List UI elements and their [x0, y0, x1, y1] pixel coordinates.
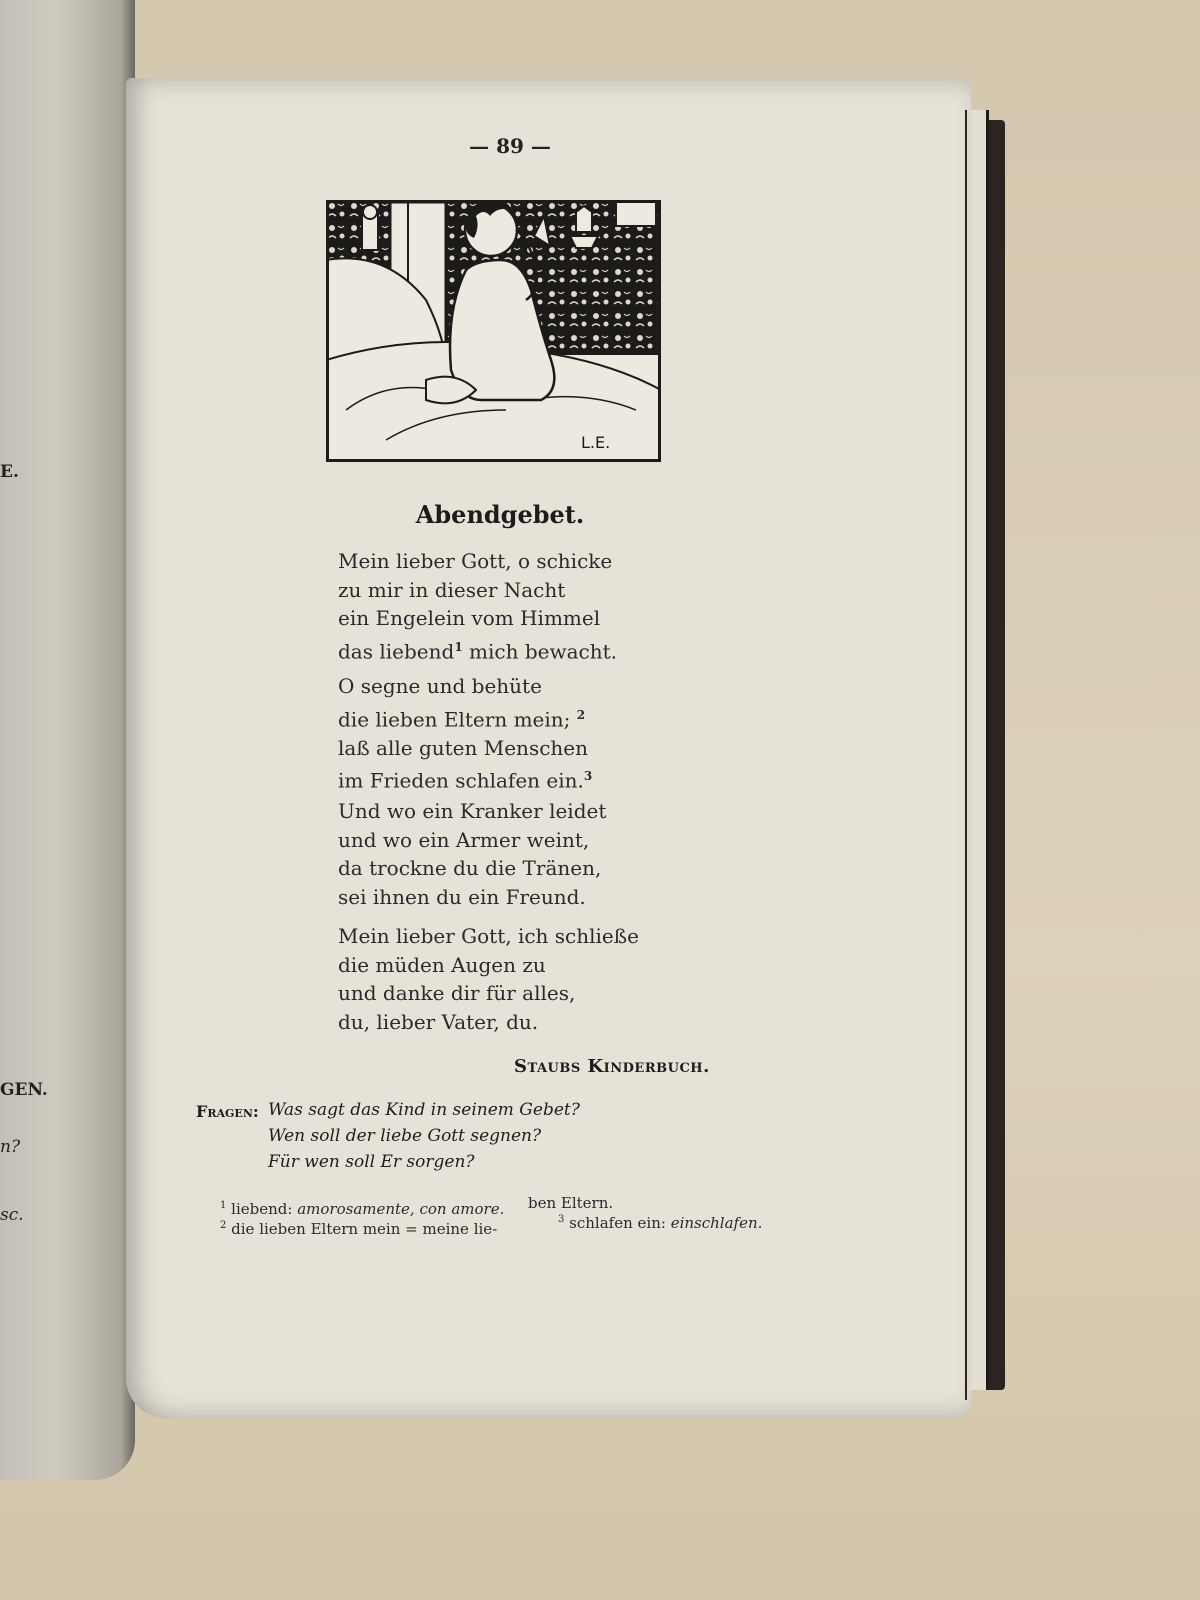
poem-line: ein Engelein vom Himmel	[338, 606, 601, 630]
footnote-mark: 1	[454, 639, 463, 654]
footnote-text: die lieben Eltern mein = meine lie-	[231, 1220, 498, 1238]
poem-line	[338, 701, 592, 734]
footnote-number: 2	[220, 1220, 227, 1231]
stanza-3	[338, 797, 606, 911]
left-page	[0, 0, 135, 1480]
left-page-fragment: E.	[0, 462, 19, 482]
poem-line: Mein lieber Gott, o schicke	[338, 549, 613, 573]
poem-line: Und wo ein Kranker leidet	[338, 799, 607, 823]
stanza-1	[338, 547, 617, 666]
left-page-fragment: sc.	[0, 1205, 24, 1225]
poem-line-part: das liebend	[338, 639, 455, 664]
question-item: Wen soll der liebe Gott segnen?	[268, 1126, 542, 1146]
left-page-fragment: n?	[0, 1137, 21, 1157]
footnote-2-continued: ben Eltern.	[528, 1194, 614, 1212]
question-item: Was sagt das Kind in seinem Gebet?	[268, 1100, 580, 1120]
footnote-term: liebend:	[231, 1200, 293, 1218]
poem-line: die müden Augen zu	[338, 952, 546, 977]
footnote-term: schlafen ein:	[569, 1214, 666, 1232]
left-page-fragment: GEN.	[0, 1080, 48, 1100]
footnote-mark: 3	[583, 769, 593, 784]
poem-line: laß alle guten Menschen	[338, 735, 588, 760]
footnote-translation: einschlafen.	[670, 1214, 763, 1232]
question-item: Für wen soll Er sorgen?	[268, 1152, 475, 1172]
stanza-2	[338, 672, 592, 795]
praying-child-illustration	[326, 200, 661, 462]
poem-line: und danke dir für alles,	[338, 981, 576, 1005]
poem-line-part: mich bewacht.	[469, 639, 617, 664]
footnote-number: 1	[220, 1200, 227, 1211]
poem-line: zu mir in dieser Nacht	[338, 577, 566, 602]
stanza-4	[338, 922, 639, 1036]
questions-label: Fragen:	[196, 1102, 259, 1121]
poem-line: sei ihnen du ein Freund.	[338, 884, 586, 909]
poem-line: du, lieber Vater, du.	[338, 1009, 539, 1034]
footnote-2	[220, 1220, 497, 1238]
footnote-number: 3	[558, 1214, 565, 1225]
page-edge-line	[965, 110, 967, 1400]
poem-source: Staubs Kinderbuch.	[514, 1056, 710, 1077]
poem-line-part: im Frieden schlafen ein.	[338, 768, 584, 793]
footnote-translation: amorosamente, con amore.	[297, 1200, 505, 1218]
poem-line: O segne und behüte	[338, 674, 542, 698]
page-number: — 89 —	[469, 134, 551, 158]
poem-line: da trockne du die Tränen,	[338, 856, 602, 880]
illustration-signature: L.E.	[581, 433, 611, 452]
footnote-3	[558, 1214, 762, 1232]
footnote-1	[220, 1200, 504, 1218]
poem-line: Mein lieber Gott, ich schließe	[338, 924, 639, 948]
poem-line	[338, 633, 617, 666]
poem-line	[338, 762, 592, 795]
poem-line: und wo ein Armer weint,	[338, 827, 590, 852]
poem-title: Abendgebet.	[415, 500, 585, 529]
poem-line-part: die lieben Eltern mein;	[338, 707, 571, 732]
footnote-mark: 2	[576, 707, 586, 722]
